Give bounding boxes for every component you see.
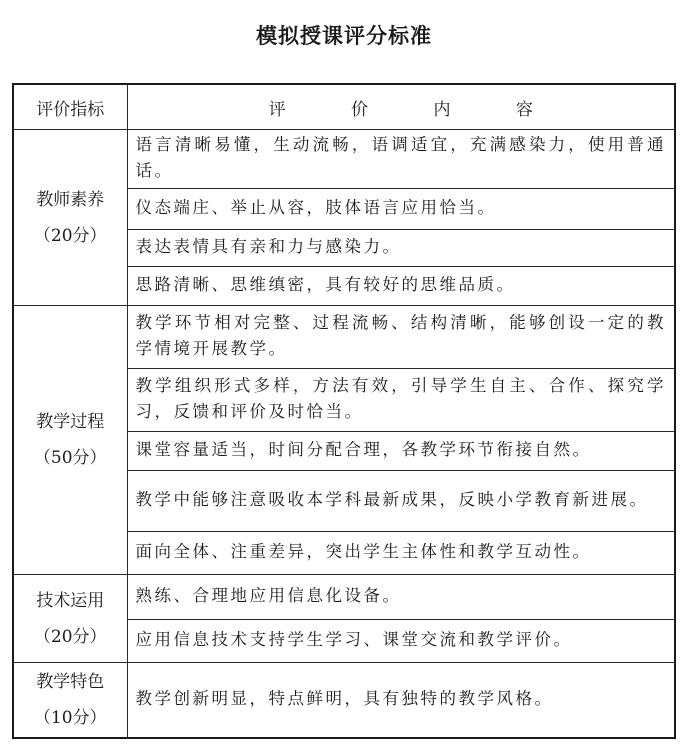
scoring-table <box>12 83 676 739</box>
criterion-cell: 面向全体、注重差异，突出学生主体性和教学互动性。 <box>127 532 675 575</box>
criterion-cell: 仪态端庄、举止从容，肢体语言应用恰当。 <box>127 189 675 230</box>
criterion-cell: 教学环节相对完整、过程流畅、结构清晰，能够创设一定的教学情境开展教学。 <box>127 306 675 369</box>
category-cell <box>13 130 127 306</box>
criterion-cell: 语言清晰易懂，生动流畅，语调适宜，充满感染力，使用普通话。 <box>127 130 675 189</box>
table-row <box>13 663 675 739</box>
criterion-cell: 应用信息技术支持学生学习、课堂交流和教学评价。 <box>127 620 675 663</box>
criterion-cell: 熟练、合理地应用信息化设备。 <box>127 575 675 620</box>
criterion-cell: 表达表情具有亲和力与感染力。 <box>127 230 675 267</box>
criterion-cell: 教学中能够注意吸收本学科最新成果，反映小学教育新进展。 <box>127 471 675 532</box>
criterion-cell: 教学组织形式多样，方法有效，引导学生自主、合作、探究学习，反馈和评价及时恰当。 <box>127 369 675 432</box>
category-score: （20分） <box>33 225 107 246</box>
criterion-cell: 课堂容量适当，时间分配合理，各教学环节衔接自然。 <box>127 432 675 471</box>
page-title: 模拟授课评分标准 <box>256 23 432 48</box>
category-cell <box>13 575 127 663</box>
category-name: 教学特色 <box>36 672 105 692</box>
category-cell <box>13 663 127 739</box>
criterion-cell: 教学创新明显，特点鲜明，具有独特的教学风格。 <box>127 663 675 739</box>
category-score: （50分） <box>33 448 107 468</box>
criterion-cell: 思路清晰、思维缜密，具有较好的思维品质。 <box>127 267 675 306</box>
header-indicator: 评价指标 <box>13 84 127 130</box>
category-score: （10分） <box>33 708 107 728</box>
category-score: （20分） <box>33 626 107 647</box>
category-name: 教学过程 <box>36 412 105 432</box>
header-content: 评 价 内 容 <box>127 84 675 130</box>
table-header-row <box>13 84 675 130</box>
category-name: 教师素养 <box>36 189 105 210</box>
category-cell <box>13 306 127 575</box>
category-name: 技术运用 <box>36 590 105 611</box>
table-row <box>13 306 675 369</box>
table-row <box>13 575 675 620</box>
table-row <box>13 130 675 189</box>
